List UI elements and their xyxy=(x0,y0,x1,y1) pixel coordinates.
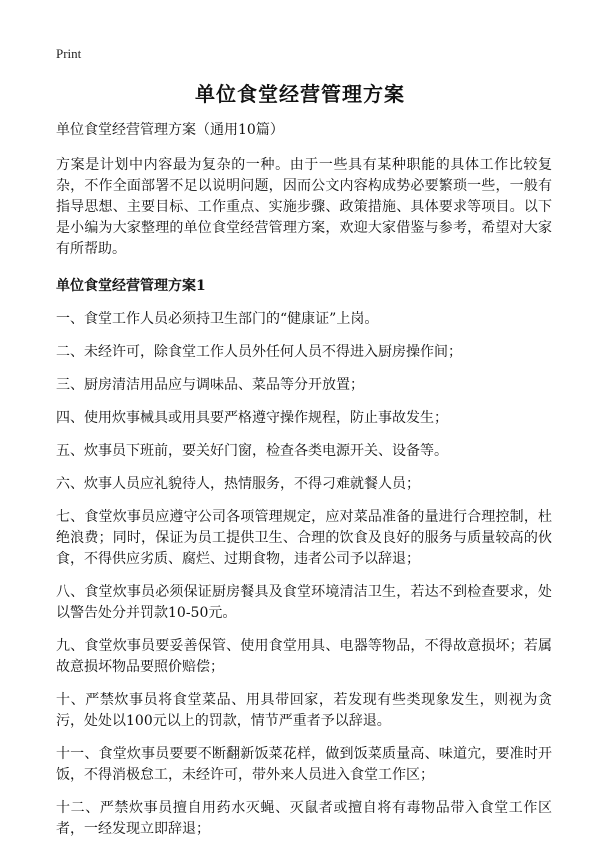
rule-item-2: 二、未经许可，除食堂工作人员外任何人员不得进入厨房操作间； xyxy=(56,344,462,360)
rule-item-10: 十、严禁炊事员将食堂菜品、用具带回家，若发现有些类现象发生，则视为贪污，处处以100元以上的罚款，情节严重者予以辞退。 xyxy=(56,692,552,729)
rule-item-9: 九、食堂炊事员要妥善保管、使用食堂用具、电器等物品，不得故意损坏；若属故意损坏物品要照价赔偿； xyxy=(56,638,552,675)
section-heading: 单位食堂经营管理方案1 xyxy=(56,278,206,294)
document-body xyxy=(56,120,552,852)
rule-item-8: 八、食堂炊事员必须保证厨房餐具及食堂环境清洁卫生，若达不到检查要求，处以警告处分并罚款10-50元。 xyxy=(56,584,552,621)
page-title: 单位食堂经营管理方案 xyxy=(195,82,405,106)
rule-item-12: 十二、严禁炊事员擅自用药水灭蝇、灭鼠者或擅自将有毒物品带入食堂工作区者，一经发现立即辞退； xyxy=(56,800,552,837)
rule-item-5: 五、炊事员下班前，要关好门窗，检查各类电源开关、设备等。 xyxy=(56,443,448,459)
document-subtitle: 单位食堂经营管理方案（通用10篇） xyxy=(56,122,284,138)
rule-item-3: 三、厨房清洁用品应与调味品、菜品等分开放置； xyxy=(56,377,364,393)
print-link[interactable]: Print xyxy=(56,46,82,61)
rule-item-4: 四、使用炊事械具或用具要严格遵守操作规程，防止事故发生； xyxy=(56,410,448,426)
rule-item-11: 十一、食堂炊事员要要不断翻新饭菜花样，做到饭菜质量高、味道宂，要准时开饭，不得消极怠工，未经许可，带外来人员进入食堂工作区； xyxy=(56,746,552,783)
rule-item-7: 七、食堂炊事员应遵守公司各项管理规定，应对菜品准备的量进行合理控制，杜绝浪费；同时，保证为员工提供卫生、合理的饮食及良好的服务与质量较高的伙食，不得供应劣质、腐烂、过期食物，违者公司予以辞退； xyxy=(56,509,552,567)
rule-item-1: 一、食堂工作人员必须持卫生部门的“健康证”上岗。 xyxy=(56,311,379,327)
rule-item-6: 六、炊事人员应礼貌待人，热情服务，不得刁难就餐人员； xyxy=(56,476,420,492)
intro-paragraph: 方案是计划中内容最为复杂的一种。由于一些具有某种职能的具体工作比较复杂，不作全面部署不足以说明问题，因而公文内容构成势必要繁琐一些，一般有指导思想、主要目标、工作重点、实施步骤、政策措施、具体要求等项目。以下是小编为大家整理的单位食堂经营管理方案，欢迎大家借鉴与参考，希望对大家有所帮助。 xyxy=(56,157,552,257)
